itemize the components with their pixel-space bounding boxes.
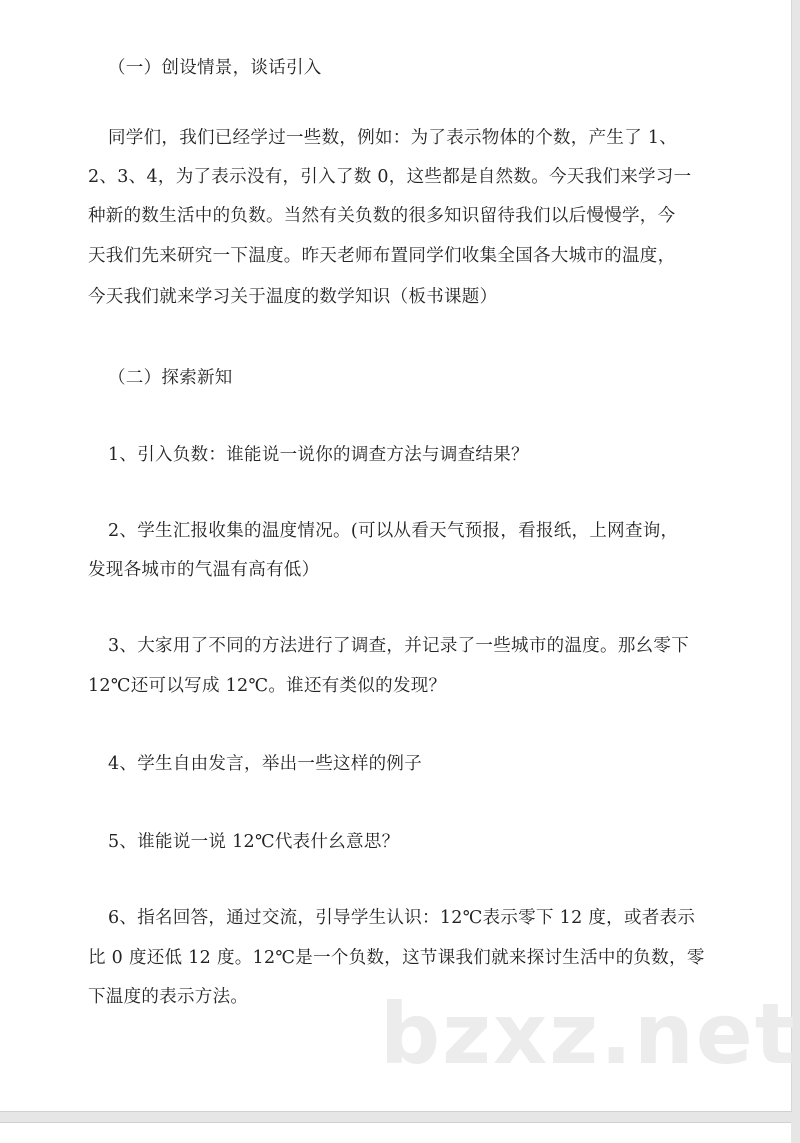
list-item-2: 2、学生汇报收集的温度情况。(可以从看天气预报，看报纸，上网查询， xyxy=(108,521,679,541)
paragraph-line: 天我们先来研究一下温度。昨天老师布置同学们收集全国各大城市的温度， xyxy=(88,246,676,266)
list-item-6-cont: 下温度的表示方法。 xyxy=(88,987,249,1007)
section-heading-2: （二）探索新知 xyxy=(108,368,233,388)
paragraph-line: 2、3、4，为了表示没有，引入了数 0，这些都是自然数。今天我们来学习一 xyxy=(88,167,692,187)
next-page xyxy=(0,1122,791,1143)
paragraph-line: 种新的数生活中的负数。当然有关负数的很多知识留待我们以后慢慢学，今 xyxy=(88,206,676,226)
list-item-2-cont: 发现各城市的气温有高有低） xyxy=(88,560,320,580)
list-item-6: 6、指名回答，通过交流，引导学生认识：12℃表示零下 12 度，或者表示 xyxy=(108,908,696,928)
paragraph-line: 今天我们就来学习关于温度的数学知识（板书课题） xyxy=(88,287,498,307)
paragraph-line: 同学们，我们已经学过一些数，例如：为了表示物体的个数，产生了 1、 xyxy=(108,128,678,148)
section-heading-1: （一）创设情景，谈话引入 xyxy=(108,58,322,78)
list-item-1: 1、引入负数：谁能说一说你的调查方法与调查结果？ xyxy=(108,445,529,465)
list-item-4: 4、学生自由发言，举出一些这样的例子 xyxy=(108,754,423,774)
list-item-5: 5、谁能说一说 12℃代表什幺意思？ xyxy=(108,832,400,852)
watermark: bzxz.net xyxy=(380,985,797,1083)
list-item-3: 3、大家用了不同的方法进行了调查，并记录了一些城市的温度。那幺零下 xyxy=(108,636,690,656)
list-item-3-cont: 12℃还可以写成 12℃。谁还有类似的发现？ xyxy=(88,676,447,696)
list-item-6-cont: 比 0 度还低 12 度。12℃是一个负数，这节课我们就来探讨生活中的负数，零 xyxy=(88,948,705,968)
